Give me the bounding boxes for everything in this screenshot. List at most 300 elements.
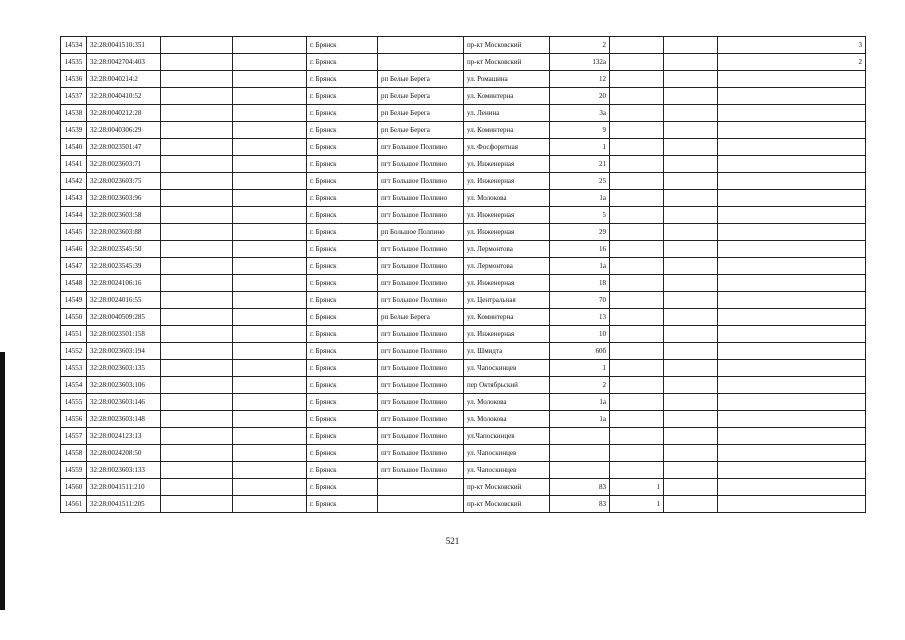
table-row — [61, 37, 866, 54]
house-number: 10 — [550, 326, 610, 343]
flat-cell — [664, 360, 718, 377]
flat-cell — [664, 105, 718, 122]
street-cell: пр-кт Московский — [464, 37, 550, 54]
settlement-cell: рп Белые Берега — [378, 309, 464, 326]
extra-cell — [718, 224, 866, 241]
house-number: 9 — [550, 122, 610, 139]
settlement-cell: пгт Большое Полпино — [378, 411, 464, 428]
street-cell: ул. Фосфоритная — [464, 139, 550, 156]
extra-cell — [718, 156, 866, 173]
blank-cell — [233, 411, 307, 428]
settlement-cell: пгт Большое Полпино — [378, 207, 464, 224]
blank-cell — [161, 156, 233, 173]
extra-cell — [718, 411, 866, 428]
building-cell: 1 — [610, 496, 664, 513]
building-cell — [610, 360, 664, 377]
flat-cell — [664, 496, 718, 513]
blank-cell — [161, 326, 233, 343]
house-number: 13 — [550, 309, 610, 326]
street-cell: ул. Ленина — [464, 105, 550, 122]
street-cell: пр-кт Московский — [464, 479, 550, 496]
cadastral-number: 32:28:0040214:2 — [87, 71, 161, 88]
row-number: 14554 — [61, 377, 87, 394]
blank-cell — [233, 428, 307, 445]
building-cell — [610, 224, 664, 241]
city-cell: г. Брянск — [307, 496, 378, 513]
row-number: 14557 — [61, 428, 87, 445]
street-cell: пер Октябрьский — [464, 377, 550, 394]
flat-cell — [664, 377, 718, 394]
settlement-cell: пгт Большое Полпино — [378, 377, 464, 394]
settlement-cell — [378, 496, 464, 513]
flat-cell — [664, 411, 718, 428]
settlement-cell: рп Белые Берега — [378, 88, 464, 105]
blank-cell — [161, 343, 233, 360]
cadastral-number: 32:28:0041511:205 — [87, 496, 161, 513]
building-cell — [610, 411, 664, 428]
flat-cell — [664, 88, 718, 105]
blank-cell — [233, 190, 307, 207]
cadastral-number: 32:28:0024016:55 — [87, 292, 161, 309]
row-number: 14535 — [61, 54, 87, 71]
city-cell: г. Брянск — [307, 241, 378, 258]
cadastral-number: 32:28:0023603:133 — [87, 462, 161, 479]
row-number: 14536 — [61, 71, 87, 88]
street-cell: ул. Коминтерна — [464, 88, 550, 105]
cadastral-number: 32:28:0040410:52 — [87, 88, 161, 105]
blank-cell — [161, 445, 233, 462]
blank-cell — [233, 292, 307, 309]
building-cell — [610, 343, 664, 360]
cadastral-number: 32:28:0023603:96 — [87, 190, 161, 207]
blank-cell — [161, 360, 233, 377]
flat-cell — [664, 190, 718, 207]
city-cell: г. Брянск — [307, 479, 378, 496]
row-number: 14542 — [61, 173, 87, 190]
cadastral-number: 32:28:0041511:210 — [87, 479, 161, 496]
blank-cell — [161, 462, 233, 479]
table-row — [61, 292, 866, 309]
cadastral-number: 32:28:0023603:135 — [87, 360, 161, 377]
settlement-cell: пгт Большое Полпино — [378, 139, 464, 156]
table-row — [61, 411, 866, 428]
blank-cell — [161, 224, 233, 241]
city-cell: г. Брянск — [307, 360, 378, 377]
building-cell — [610, 428, 664, 445]
blank-cell — [233, 496, 307, 513]
table-row — [61, 343, 866, 360]
row-number: 14560 — [61, 479, 87, 496]
cadastral-number: 32:28:0023603:194 — [87, 343, 161, 360]
building-cell — [610, 139, 664, 156]
street-cell: ул. Коминтерна — [464, 122, 550, 139]
row-number: 14534 — [61, 37, 87, 54]
settlement-cell — [378, 479, 464, 496]
settlement-cell: пгт Большое Полпино — [378, 190, 464, 207]
city-cell: г. Брянск — [307, 326, 378, 343]
house-number: 29 — [550, 224, 610, 241]
flat-cell — [664, 462, 718, 479]
settlement-cell: рп Белые Берега — [378, 105, 464, 122]
settlement-cell — [378, 54, 464, 71]
house-number: 1а — [550, 190, 610, 207]
building-cell — [610, 394, 664, 411]
extra-cell: 3 — [718, 37, 866, 54]
settlement-cell: пгт Большое Полпино — [378, 173, 464, 190]
building-cell — [610, 54, 664, 71]
row-number: 14556 — [61, 411, 87, 428]
row-number: 14555 — [61, 394, 87, 411]
row-number: 14545 — [61, 224, 87, 241]
blank-cell — [233, 88, 307, 105]
cadastral-number: 32:28:0024123:13 — [87, 428, 161, 445]
blank-cell — [161, 394, 233, 411]
building-cell: 1 — [610, 479, 664, 496]
table-row — [61, 54, 866, 71]
extra-cell — [718, 360, 866, 377]
blank-cell — [161, 173, 233, 190]
cadastral-number: 32:28:0023603:71 — [87, 156, 161, 173]
street-cell: ул. Инженерная — [464, 173, 550, 190]
cadastral-number: 32:28:0040509:285 — [87, 309, 161, 326]
table-row — [61, 207, 866, 224]
flat-cell — [664, 224, 718, 241]
table-row — [61, 190, 866, 207]
city-cell: г. Брянск — [307, 207, 378, 224]
house-number — [550, 428, 610, 445]
house-number: 12 — [550, 71, 610, 88]
extra-cell — [718, 394, 866, 411]
table-row — [61, 360, 866, 377]
blank-cell — [233, 224, 307, 241]
street-cell: ул. Молокова — [464, 411, 550, 428]
row-number: 14546 — [61, 241, 87, 258]
city-cell: г. Брянск — [307, 122, 378, 139]
blank-cell — [161, 411, 233, 428]
building-cell — [610, 71, 664, 88]
extra-cell — [718, 462, 866, 479]
house-number: 1 — [550, 360, 610, 377]
city-cell: г. Брянск — [307, 190, 378, 207]
flat-cell — [664, 326, 718, 343]
row-number: 14540 — [61, 139, 87, 156]
city-cell: г. Брянск — [307, 156, 378, 173]
building-cell — [610, 122, 664, 139]
building-cell — [610, 241, 664, 258]
blank-cell — [161, 54, 233, 71]
flat-cell — [664, 173, 718, 190]
house-number — [550, 445, 610, 462]
blank-cell — [161, 122, 233, 139]
flat-cell — [664, 139, 718, 156]
settlement-cell: пгт Большое Полпино — [378, 428, 464, 445]
extra-cell — [718, 377, 866, 394]
blank-cell — [161, 71, 233, 88]
building-cell — [610, 190, 664, 207]
blank-cell — [161, 258, 233, 275]
cadastral-number: 32:28:0023501:47 — [87, 139, 161, 156]
extra-cell — [718, 496, 866, 513]
city-cell: г. Брянск — [307, 71, 378, 88]
blank-cell — [233, 479, 307, 496]
street-cell: ул. Молокова — [464, 394, 550, 411]
street-cell: ул. Коминтерна — [464, 309, 550, 326]
row-number: 14559 — [61, 462, 87, 479]
cadastral-number: 32:28:0040212:28 — [87, 105, 161, 122]
settlement-cell: пгт Большое Полпино — [378, 241, 464, 258]
table-row — [61, 258, 866, 275]
blank-cell — [161, 292, 233, 309]
house-number: 1а — [550, 258, 610, 275]
blank-cell — [161, 88, 233, 105]
flat-cell — [664, 343, 718, 360]
table-row — [61, 496, 866, 513]
cadastral-number: 32:28:0024208:50 — [87, 445, 161, 462]
flat-cell — [664, 37, 718, 54]
cadastral-number: 32:28:0024106:16 — [87, 275, 161, 292]
extra-cell — [718, 139, 866, 156]
extra-cell — [718, 190, 866, 207]
house-number: 16 — [550, 241, 610, 258]
extra-cell: 2 — [718, 54, 866, 71]
city-cell: г. Брянск — [307, 224, 378, 241]
row-number: 14539 — [61, 122, 87, 139]
table-row — [61, 445, 866, 462]
row-number: 14558 — [61, 445, 87, 462]
building-cell — [610, 445, 664, 462]
cadastral-number: 32:28:0023501:158 — [87, 326, 161, 343]
extra-cell — [718, 258, 866, 275]
building-cell — [610, 156, 664, 173]
extra-cell — [718, 275, 866, 292]
flat-cell — [664, 275, 718, 292]
table-row — [61, 88, 866, 105]
house-number: 25 — [550, 173, 610, 190]
table-row — [61, 428, 866, 445]
house-number: 1а — [550, 411, 610, 428]
city-cell: г. Брянск — [307, 462, 378, 479]
settlement-cell: рп Белые Берега — [378, 122, 464, 139]
flat-cell — [664, 207, 718, 224]
blank-cell — [233, 156, 307, 173]
blank-cell — [233, 258, 307, 275]
city-cell: г. Брянск — [307, 275, 378, 292]
house-number: 83 — [550, 496, 610, 513]
city-cell: г. Брянск — [307, 428, 378, 445]
flat-cell — [664, 122, 718, 139]
city-cell: г. Брянск — [307, 54, 378, 71]
building-cell — [610, 309, 664, 326]
cadastral-number: 32:28:0042704:403 — [87, 54, 161, 71]
cadastral-number: 32:28:0040306:29 — [87, 122, 161, 139]
table-row — [61, 224, 866, 241]
table-row — [61, 241, 866, 258]
flat-cell — [664, 394, 718, 411]
building-cell — [610, 292, 664, 309]
settlement-cell: рп Большое Полпино — [378, 224, 464, 241]
street-cell: ул. Шмидта — [464, 343, 550, 360]
blank-cell — [233, 207, 307, 224]
cadastral-number: 32:28:0023603:58 — [87, 207, 161, 224]
extra-cell — [718, 122, 866, 139]
street-cell: ул. Инженерная — [464, 326, 550, 343]
settlement-cell: пгт Большое Полпино — [378, 445, 464, 462]
building-cell — [610, 258, 664, 275]
blank-cell — [161, 139, 233, 156]
house-number: 21 — [550, 156, 610, 173]
street-cell: ул.Чапоскинцев — [464, 428, 550, 445]
settlement-cell: пгт Большое Полпино — [378, 360, 464, 377]
blank-cell — [233, 37, 307, 54]
registry-table — [60, 36, 866, 513]
house-number: 83 — [550, 479, 610, 496]
building-cell — [610, 462, 664, 479]
extra-cell — [718, 207, 866, 224]
city-cell: г. Брянск — [307, 37, 378, 54]
settlement-cell: пгт Большое Полпино — [378, 292, 464, 309]
blank-cell — [233, 71, 307, 88]
building-cell — [610, 105, 664, 122]
blank-cell — [161, 377, 233, 394]
flat-cell — [664, 258, 718, 275]
house-number: 18 — [550, 275, 610, 292]
house-number: 20 — [550, 88, 610, 105]
house-number: 3а — [550, 105, 610, 122]
row-number: 14543 — [61, 190, 87, 207]
scan-edge-mark — [0, 352, 5, 610]
settlement-cell — [378, 37, 464, 54]
flat-cell — [664, 156, 718, 173]
street-cell: ул. Чапоскинцев — [464, 360, 550, 377]
blank-cell — [161, 190, 233, 207]
page-number: 521 — [445, 536, 460, 546]
flat-cell — [664, 309, 718, 326]
table-row — [61, 377, 866, 394]
street-cell: ул. Чапоскинцев — [464, 445, 550, 462]
house-number: 2 — [550, 37, 610, 54]
street-cell: пр-кт Московский — [464, 496, 550, 513]
street-cell: ул. Ромашина — [464, 71, 550, 88]
building-cell — [610, 326, 664, 343]
blank-cell — [233, 139, 307, 156]
street-cell: ул. Центральная — [464, 292, 550, 309]
street-cell: пр-кт Московский — [464, 54, 550, 71]
street-cell: ул. Инженерная — [464, 207, 550, 224]
row-number: 14547 — [61, 258, 87, 275]
blank-cell — [161, 275, 233, 292]
row-number: 14544 — [61, 207, 87, 224]
street-cell: ул. Молокова — [464, 190, 550, 207]
blank-cell — [233, 377, 307, 394]
row-number: 14549 — [61, 292, 87, 309]
table-row — [61, 105, 866, 122]
house-number: 1 — [550, 139, 610, 156]
street-cell: ул. Инженерная — [464, 224, 550, 241]
building-cell — [610, 88, 664, 105]
table-row — [61, 173, 866, 190]
table-row — [61, 275, 866, 292]
blank-cell — [161, 241, 233, 258]
building-cell — [610, 377, 664, 394]
blank-cell — [161, 479, 233, 496]
blank-cell — [233, 173, 307, 190]
extra-cell — [718, 343, 866, 360]
row-number: 14550 — [61, 309, 87, 326]
blank-cell — [233, 360, 307, 377]
house-number — [550, 462, 610, 479]
cadastral-number: 32:28:0023603:88 — [87, 224, 161, 241]
registry-rows — [61, 37, 866, 513]
cadastral-number: 32:28:0023603:146 — [87, 394, 161, 411]
flat-cell — [664, 241, 718, 258]
cadastral-number: 32:28:0023603:148 — [87, 411, 161, 428]
blank-cell — [233, 462, 307, 479]
table-row — [61, 139, 866, 156]
blank-cell — [161, 309, 233, 326]
table-row — [61, 156, 866, 173]
row-number: 14552 — [61, 343, 87, 360]
settlement-cell: пгт Большое Полпино — [378, 394, 464, 411]
city-cell: г. Брянск — [307, 343, 378, 360]
cadastral-number: 32:28:0023545:50 — [87, 241, 161, 258]
house-number: 5 — [550, 207, 610, 224]
flat-cell — [664, 71, 718, 88]
extra-cell — [718, 309, 866, 326]
row-number: 14561 — [61, 496, 87, 513]
flat-cell — [664, 428, 718, 445]
house-number: 60б — [550, 343, 610, 360]
row-number: 14538 — [61, 105, 87, 122]
extra-cell — [718, 479, 866, 496]
city-cell: г. Брянск — [307, 445, 378, 462]
building-cell — [610, 173, 664, 190]
building-cell — [610, 275, 664, 292]
blank-cell — [161, 37, 233, 54]
city-cell: г. Брянск — [307, 173, 378, 190]
row-number: 14553 — [61, 360, 87, 377]
flat-cell — [664, 54, 718, 71]
settlement-cell: пгт Большое Полпино — [378, 156, 464, 173]
extra-cell — [718, 326, 866, 343]
settlement-cell: рп Белые Берега — [378, 71, 464, 88]
street-cell: ул. Лермонтова — [464, 258, 550, 275]
street-cell: ул. Лермонтова — [464, 241, 550, 258]
table-row — [61, 309, 866, 326]
blank-cell — [161, 428, 233, 445]
city-cell: г. Брянск — [307, 105, 378, 122]
blank-cell — [161, 207, 233, 224]
city-cell: г. Брянск — [307, 88, 378, 105]
blank-cell — [233, 394, 307, 411]
city-cell: г. Брянск — [307, 411, 378, 428]
table-row — [61, 122, 866, 139]
cadastral-number: 32:28:0023603:75 — [87, 173, 161, 190]
blank-cell — [233, 241, 307, 258]
blank-cell — [233, 105, 307, 122]
settlement-cell: пгт Большое Полпино — [378, 258, 464, 275]
house-number: 132а — [550, 54, 610, 71]
house-number: 70 — [550, 292, 610, 309]
extra-cell — [718, 445, 866, 462]
city-cell: г. Брянск — [307, 292, 378, 309]
settlement-cell: пгт Большое Полпино — [378, 462, 464, 479]
blank-cell — [233, 54, 307, 71]
house-number: 1а — [550, 394, 610, 411]
extra-cell — [718, 88, 866, 105]
table-row — [61, 326, 866, 343]
extra-cell — [718, 241, 866, 258]
city-cell: г. Брянск — [307, 377, 378, 394]
